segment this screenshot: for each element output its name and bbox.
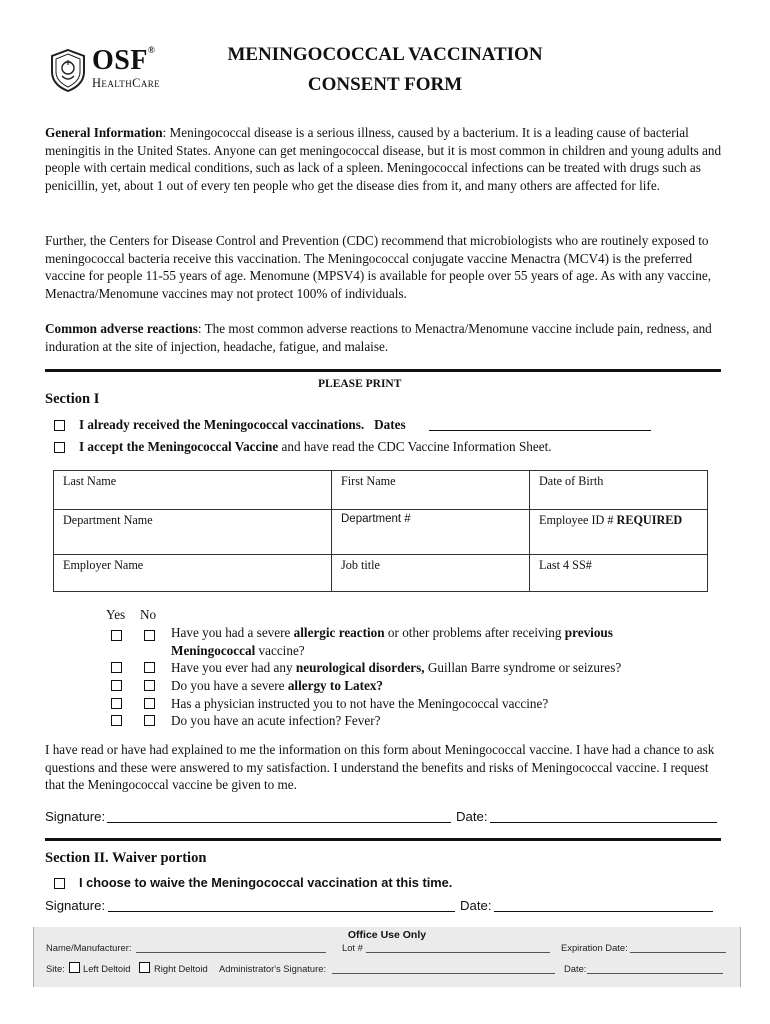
waiver-signature-field[interactable] — [108, 911, 455, 912]
department-name-field[interactable]: Department Name — [54, 510, 332, 555]
table-row — [54, 510, 708, 555]
site-label: Site: — [46, 963, 65, 974]
name-manufacturer-label: Name/Manufacturer: — [46, 942, 132, 953]
q4-yes-checkbox[interactable] — [111, 698, 122, 709]
expiration-date-field[interactable] — [630, 952, 726, 953]
office-date-label: Date: — [564, 963, 587, 974]
question-latex-allergy: Do you have a severe allergy to Latex? — [171, 678, 384, 693]
waive-vaccination-checkbox[interactable] — [54, 878, 65, 889]
job-title-field[interactable]: Job title — [332, 555, 530, 592]
accept-vaccine-label: I accept the Meningococcal Vaccine and have read the CDC Vaccine Information Sheet. — [79, 439, 552, 454]
employee-info-table — [53, 470, 708, 592]
q2-no-checkbox[interactable] — [144, 662, 155, 673]
q5-yes-checkbox[interactable] — [111, 715, 122, 726]
administrator-signature-label: Administrator's Signature: — [219, 963, 327, 974]
form-title-line1: MENINGOCOCCAL VACCINATION — [227, 44, 543, 65]
logo-subtitle: HealthCare — [92, 76, 161, 90]
yes-column-header: Yes — [106, 607, 126, 622]
adverse-reactions: Common adverse reactions: The most common adverse reactions to Menactra/Menomune vaccine include pain, redness, and induration at the site of injection, headache, fatigue, and malaise. — [45, 321, 712, 354]
q1-no-checkbox[interactable] — [144, 630, 155, 641]
osf-logo — [48, 45, 178, 96]
office-date-field[interactable] — [587, 973, 723, 974]
administrator-signature-field[interactable] — [332, 973, 555, 974]
office-use-title: Office Use Only — [347, 929, 427, 941]
consent-signature-field[interactable] — [107, 822, 451, 823]
signature-label: Signature: — [45, 809, 106, 824]
q1-yes-checkbox[interactable] — [111, 630, 122, 641]
department-number-field[interactable]: Department # — [332, 510, 530, 555]
section1-heading: Section I — [45, 391, 100, 407]
right-deltoid-label: Right Deltoid — [154, 963, 208, 974]
q4-no-checkbox[interactable] — [144, 698, 155, 709]
already-received-option[interactable] — [54, 416, 714, 436]
already-received-checkbox[interactable] — [54, 420, 65, 431]
already-received-label: I already received the Meningococcal vaccinations. Dates — [79, 417, 406, 432]
employee-id-field[interactable]: Employee ID # REQUIRED — [530, 510, 708, 555]
question-acute-infection: Do you have an acute infection? Fever? — [171, 713, 381, 728]
form-title-line2: CONSENT FORM — [307, 74, 463, 95]
osf-shield-icon — [48, 48, 88, 92]
lot-field[interactable] — [366, 952, 550, 953]
q2-yes-checkbox[interactable] — [111, 662, 122, 673]
no-column-header: No — [140, 607, 157, 622]
section-divider — [45, 369, 721, 372]
left-deltoid-label: Left Deltoid — [83, 963, 131, 974]
q3-yes-checkbox[interactable] — [111, 680, 122, 691]
q5-no-checkbox[interactable] — [144, 715, 155, 726]
last-4-ssn-field[interactable]: Last 4 SS# — [530, 555, 708, 592]
name-manufacturer-field[interactable] — [136, 952, 326, 953]
cdc-paragraph: Further, the Centers for Disease Control and Prevention (CDC) recommend that microbiologists who are routinely exposed to meningococcal bacteria receive this vaccination. The Meningococcal conjugate vaccine Menactra (MCV4) is the preferred vaccine for people 11-55 years of age. Menomune (MPSV4) is available for people over 55 years of age. As with any vaccine, Menactra/Menomune vaccines may not protect 100% of individuals. — [45, 233, 711, 301]
waiver-date-field[interactable] — [494, 911, 713, 912]
office-use-panel — [33, 927, 741, 987]
date-label: Date: — [456, 809, 488, 824]
waive-vaccination-label: I choose to waive the Meningococcal vaccination at this time. — [79, 875, 453, 890]
general-information: General Information: Meningococcal disease is a serious illness, caused by a bacterium. It is a leading cause of bacterial meningitis in the United States. Anyone can get meningococcal disease, but it is most common in children and young adults and people with certain medical conditions, such as lack of a spleen. Meningococcal infections can be treated with drugs such as penicillin, yet, about 1 out of every ten people who get the disease dies from it, and many others are affected for life. — [45, 125, 722, 193]
date-label: Date: — [460, 898, 492, 913]
date-of-birth-field[interactable]: Date of Birth — [530, 471, 708, 510]
lot-label: Lot # — [342, 942, 363, 953]
dates-field[interactable] — [429, 430, 651, 431]
consent-statement: I have read or have had explained to me the information on this form about Meningococcal vaccine. I have had a chance to ask questions and these were answered to my satisfaction. I understand the benefits and risks of Meningococcal vaccine. I request that the Meningococcal vaccine be given to me. — [45, 742, 715, 793]
employer-name-field[interactable]: Employer Name — [54, 555, 332, 592]
consent-date-field[interactable] — [490, 822, 717, 823]
section-divider — [45, 838, 721, 841]
expiration-date-label: Expiration Date: — [561, 942, 628, 953]
accept-vaccine-option[interactable] — [54, 437, 714, 457]
first-name-field[interactable]: First Name — [332, 471, 530, 510]
question-physician-instructed: Has a physician instructed you to not have the Meningococcal vaccine? — [171, 696, 549, 711]
waive-vaccination-option[interactable] — [54, 873, 654, 893]
question-neurological: Have you ever had any neurological disorders, Guillan Barre syndrome or seizures? — [171, 660, 622, 675]
please-print-note: PLEASE PRINT — [318, 378, 402, 390]
last-name-field[interactable]: Last Name — [54, 471, 332, 510]
section2-heading: Section II. Waiver portion — [45, 850, 207, 866]
left-deltoid-checkbox[interactable] — [69, 962, 80, 973]
table-row — [54, 471, 708, 510]
accept-vaccine-checkbox[interactable] — [54, 442, 65, 453]
q3-no-checkbox[interactable] — [144, 680, 155, 691]
signature-label: Signature: — [45, 898, 106, 913]
logo-brand: OSF® — [92, 45, 156, 76]
question-allergic-reaction: Have you had a severe allergic reaction or other problems after receiving previous Meningococcal vaccine? — [171, 625, 613, 658]
table-row — [54, 555, 708, 592]
right-deltoid-checkbox[interactable] — [139, 962, 150, 973]
